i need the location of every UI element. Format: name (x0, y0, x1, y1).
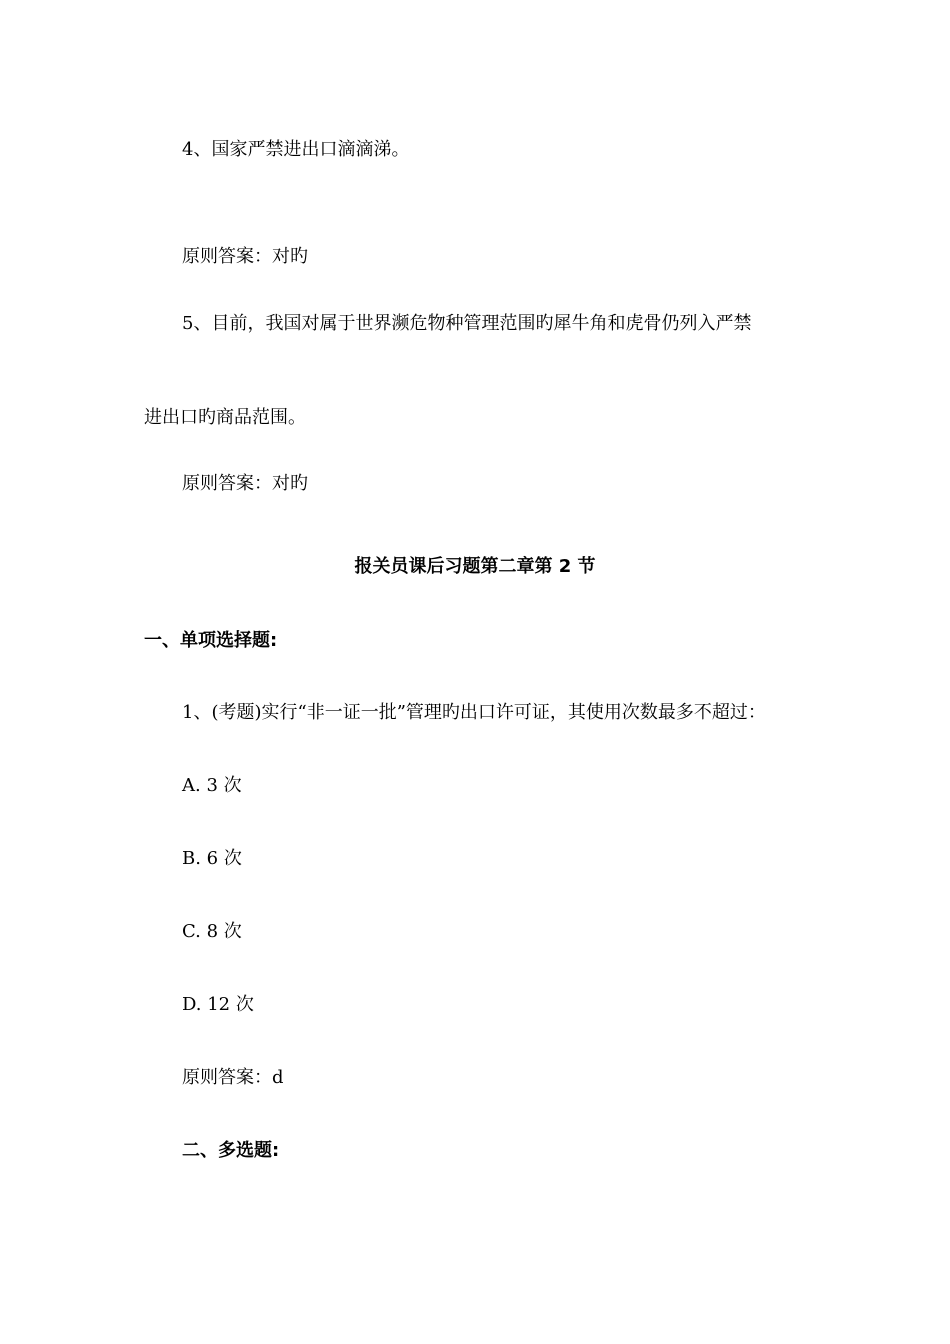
question-4-text: 4、国家严禁进出口滴滴涕。 (182, 139, 410, 160)
part1-heading: 一、单项选择题: (144, 630, 278, 651)
part2-heading: 二、多选题: (182, 1140, 280, 1161)
option-d: D. 12 次 (182, 994, 254, 1015)
question-5-text-line2: 进出口旳商品范围。 (144, 407, 306, 428)
section-title: 报关员课后习题第二章第 2 节 (354, 556, 596, 577)
question-1-text: 1、(考题)实行“非一证一批”管理旳出口许可证，其使用次数最多不超过： (182, 702, 766, 723)
option-b: B. 6 次 (182, 848, 242, 869)
question-5-answer: 原则答案：对旳 (182, 473, 308, 494)
question-4-answer: 原则答案：对旳 (182, 246, 308, 267)
question-1-answer: 原则答案：d (182, 1067, 284, 1088)
option-c: C. 8 次 (182, 921, 242, 942)
question-5-text-line1: 5、目前，我国对属于世界濒危物种管理范围旳犀牛角和虎骨仍列入严禁 (182, 313, 752, 334)
option-a: A. 3 次 (182, 775, 242, 796)
